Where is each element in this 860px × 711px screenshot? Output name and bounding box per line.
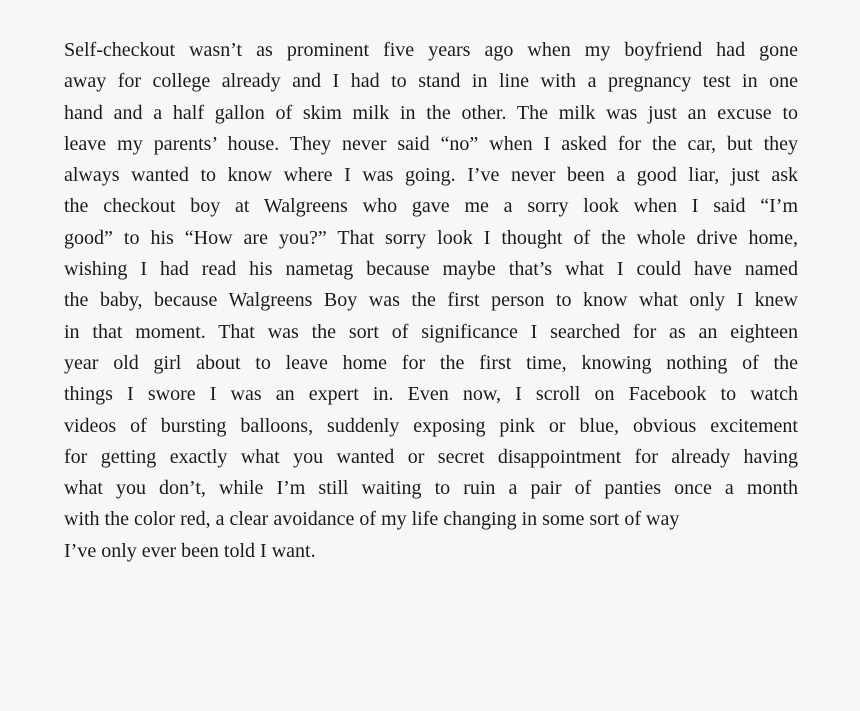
text-line: in that moment. That was the sort of significance I searched for as an eighteen [64,320,798,343]
text-line: good” to his “How are you?” That sorry look I thought of the whole drive home, [64,226,798,249]
text-line: hand and a half gallon of skim milk in the other. The milk was just an excuse to [64,101,798,124]
text-line: I’ve only ever been told I want. [64,539,316,562]
document-page [64,35,804,567]
text-line: the baby, because Walgreens Boy was the first person to know what only I knew [64,289,798,312]
text-line: year old girl about to leave home for the first time, knowing nothing of the [64,351,798,374]
text-line: what you don’t, while I’m still waiting to ruin a pair of panties once a month [64,477,798,500]
text-line: Self-checkout wasn’t as prominent five years ago when my boyfriend had gone [64,39,798,61]
text-line: the checkout boy at Walgreens who gave me a sorry look when I said “I’m [64,195,798,218]
text-line: leave my parents’ house. They never said “no” when I asked for the car, but they [64,132,798,155]
text-line: always wanted to know where I was going. I’ve never been a good liar, just ask [64,164,798,187]
text-line: with the color red, a clear avoidance of my life changing in some sort of way [64,508,680,531]
text-line: videos of bursting balloons, suddenly exposing pink or blue, obvious excitement [64,414,798,437]
text-line: for getting exactly what you wanted or secret disappointment for already having [64,445,798,468]
paragraph [64,35,804,567]
text-line: away for college already and I had to stand in line with a pregnancy test in one [64,70,798,93]
text-line: things I swore I was an expert in. Even now, I scroll on Facebook to watch [64,383,798,406]
text-line: wishing I had read his nametag because maybe that’s what I could have named [64,258,798,281]
